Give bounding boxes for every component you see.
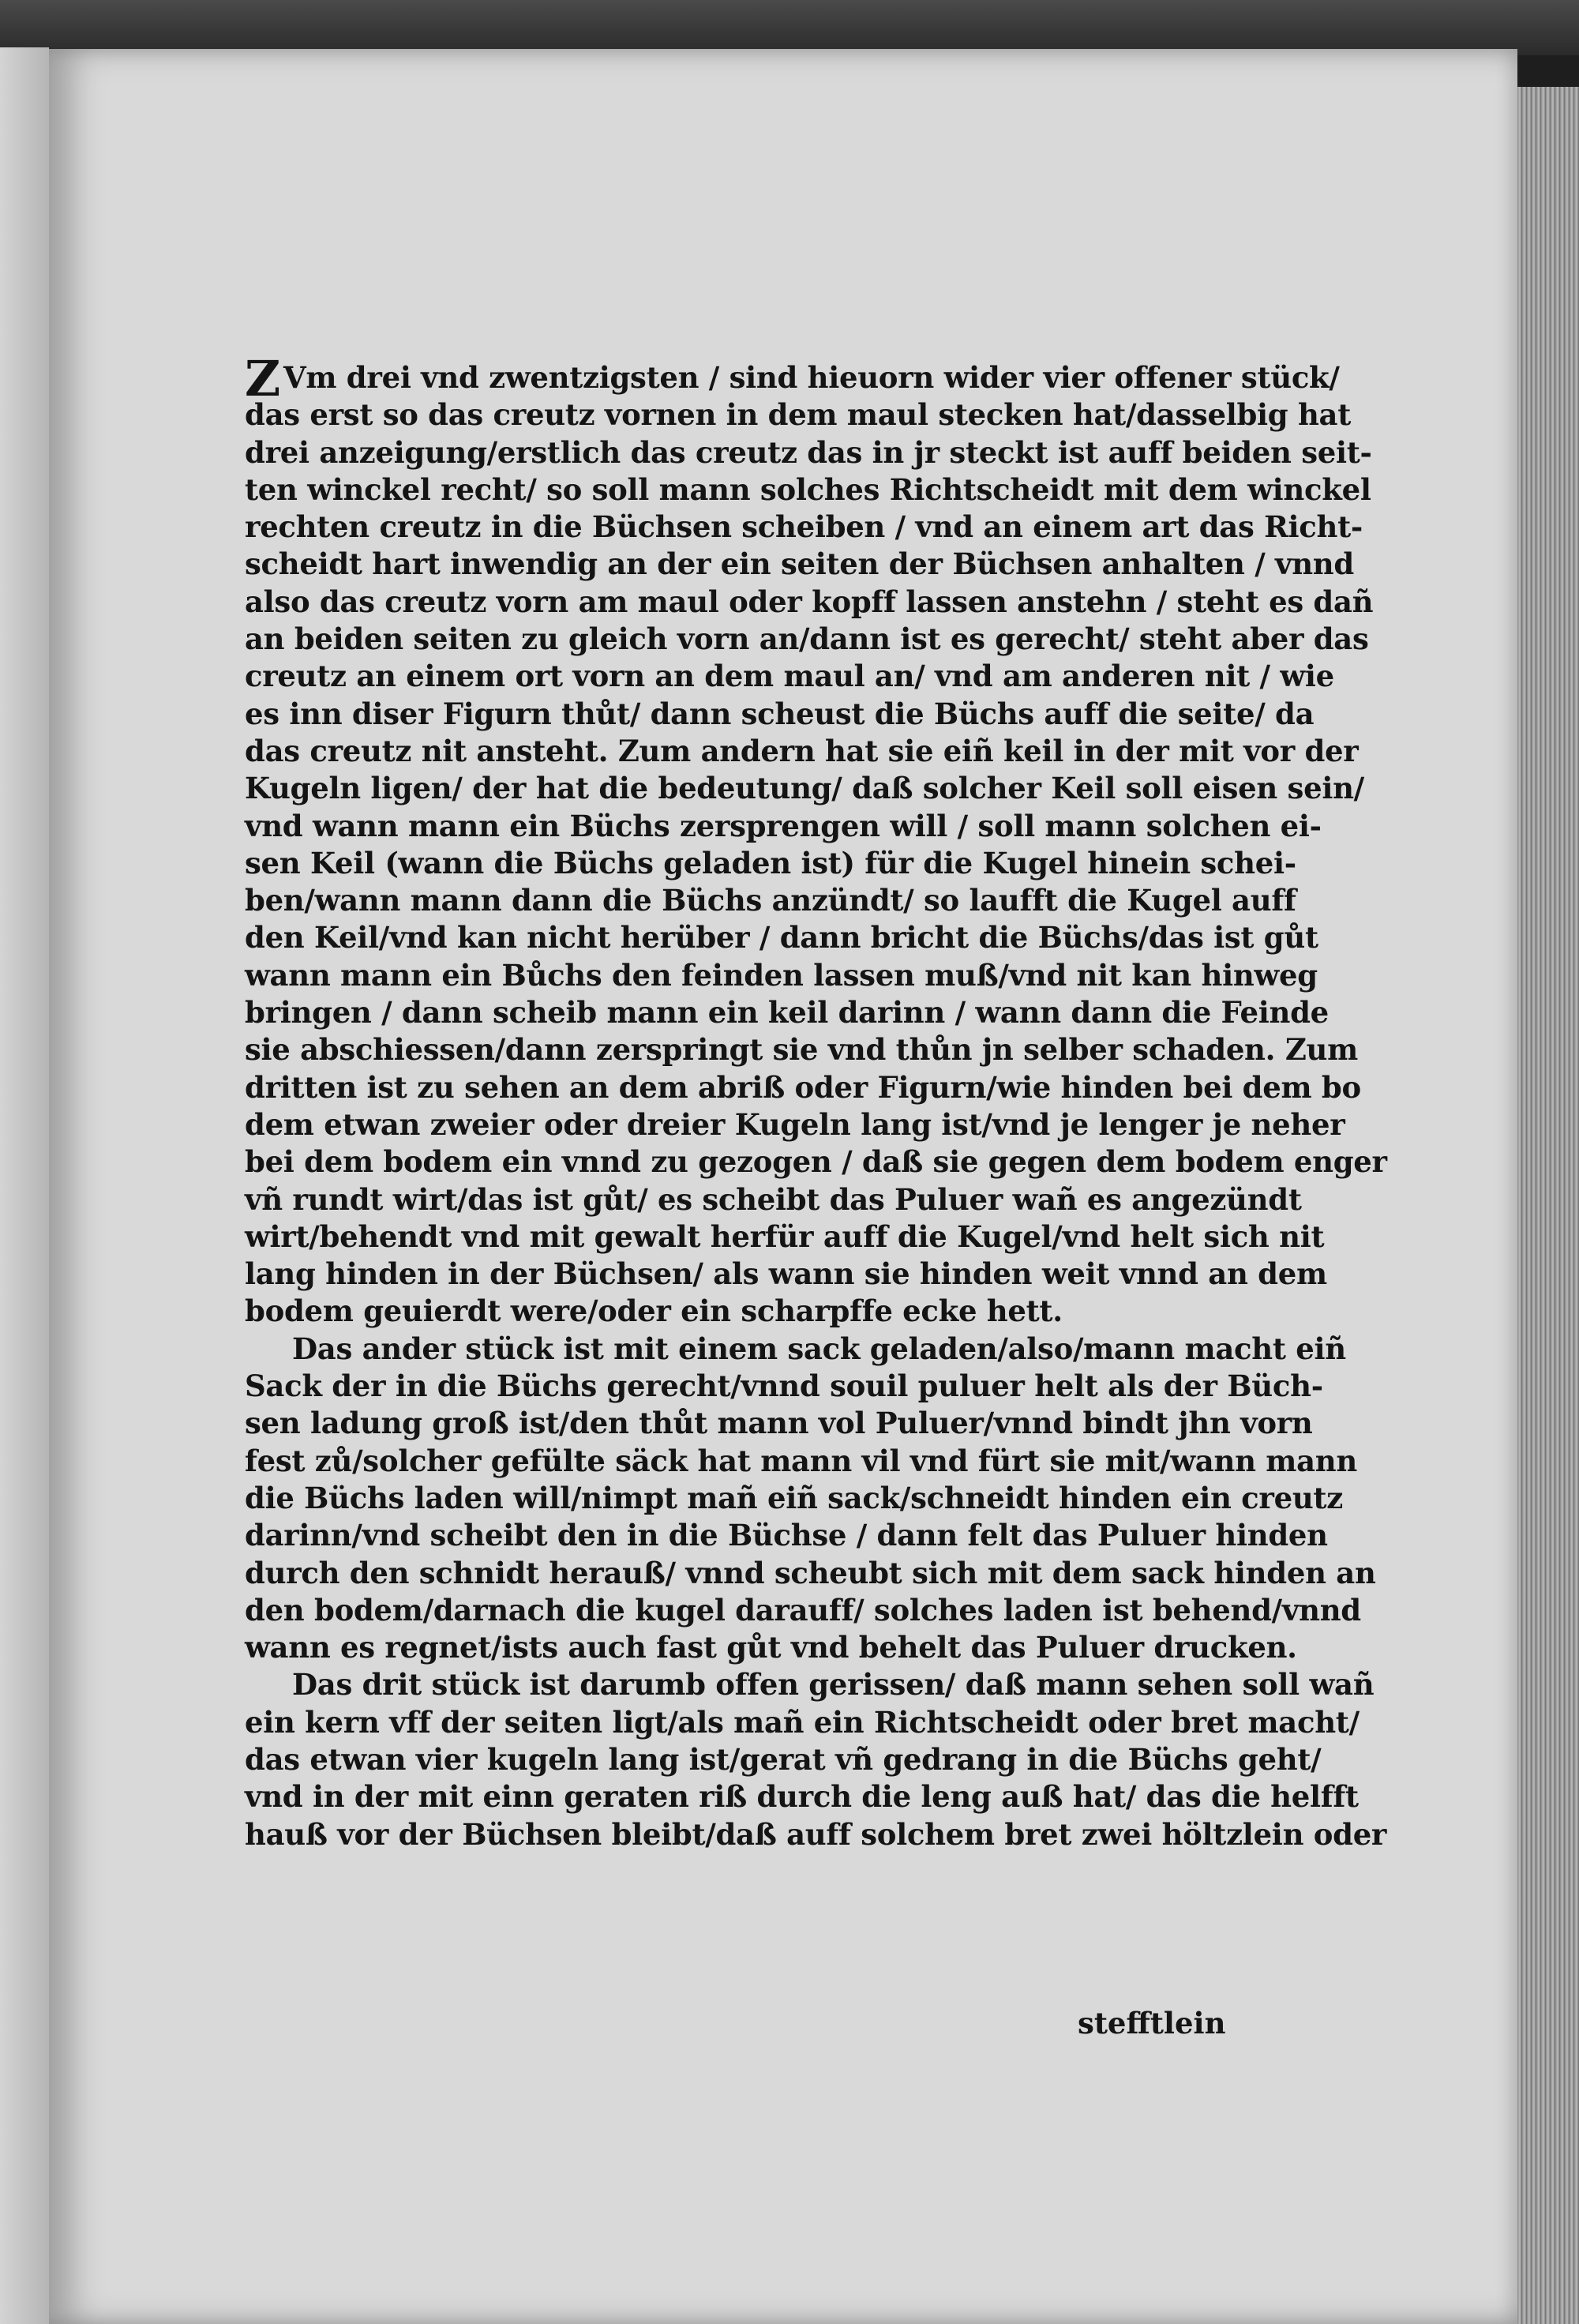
catchword: stefftlein (1078, 2006, 1226, 2041)
text-line: Das ander stück ist mit einem sack geladen/also/mann macht eiñ (292, 1331, 1346, 1366)
text-line: vñ rundt wirt/das ist gůt/ es scheibt das Puluer wañ es angezündt (245, 1181, 1302, 1217)
text-line: also das creutz vorn am maul oder kopff lassen anstehn / steht es dañ (245, 584, 1374, 619)
text-line: sen ladung groß ist/den thůt mann vol Puluer/vnnd bindt jhn vorn (245, 1406, 1313, 1441)
text-line: das etwan vier kugeln lang ist/gerat vñ gedrang in die Büchs geht/ (245, 1741, 1322, 1777)
book-top-edge (0, 0, 1579, 55)
page-stack-edge (1517, 87, 1579, 2324)
text-line: bodem geuierdt were/oder ein scharpffe ecke hett. (245, 1293, 1063, 1329)
text-line: scheidt hart inwendig an der ein seiten der Büchsen anhalten / vnnd (245, 546, 1354, 582)
paragraph-2 (245, 1331, 1376, 1667)
text-line: bringen / dann scheib mann ein keil darinn / wann dann die Feinde (245, 995, 1329, 1031)
body-text (245, 350, 1387, 1853)
text-line: es inn diser Figurn thůt/ dann scheust die Büchs auff die seite/ da (245, 696, 1315, 731)
text-line: Sack der in die Büchs gerecht/vnnd souil puluer helt als der Büch- (245, 1368, 1323, 1404)
text-line: das creutz nit ansteht. Zum andern hat sie eiñ keil in der mit vor der (245, 733, 1359, 768)
text-line: dem etwan zweier oder dreier Kugeln lang ist/vnd je lenger je neher (245, 1106, 1345, 1142)
text-line: vnd in der mit einn geraten riß durch die leng auß hat/ das die helfft (245, 1779, 1359, 1815)
text-line: das erst so das creutz vornen in dem maul stecken hat/dasselbig hat (245, 397, 1352, 433)
text-line: hauß vor der Büchsen bleibt/daß auff solchem bret zwei höltzlein oder (245, 1816, 1387, 1852)
drop-cap: Z (245, 350, 280, 407)
text-line: wann es regnet/ists auch fast gůt vnd behelt das Puluer drucken. (245, 1630, 1297, 1665)
text-line: Das drit stück ist darumb offen gerissen/ daß mann sehen soll wañ (292, 1667, 1375, 1703)
paragraph-3 (245, 1666, 1387, 1853)
text-line: den bodem/darnach die kugel darauff/ solches laden ist behend/vnnd (245, 1592, 1361, 1628)
text-line: fest zů/solcher gefülte säck hat mann vil vnd fürt sie mit/wann mann (245, 1443, 1357, 1478)
text-line: den Keil/vnd kan nicht herüber / dann bricht die Büchs/das ist gůt (245, 920, 1318, 956)
text-line: sie abschiessen/dann zerspringt sie vnd thůn jn selber schaden. Zum (245, 1032, 1358, 1068)
text-line: sen Keil (wann die Büchs geladen ist) für die Kugel hinein schei- (245, 845, 1296, 880)
text-line: Z Vm drei vnd zwentzigsten / sind hieuorn wider vier offener stück/ (245, 350, 1340, 407)
text-line: ten winckel recht/ so soll mann solches Richtscheidt mit dem winckel (245, 471, 1371, 507)
text-line: dritten ist zu sehen an dem abriß oder Figurn/wie hinden bei dem bo (245, 1069, 1361, 1105)
text-line: wirt/behendt vnd mit gewalt herfür auff die Kugel/vnd helt sich nit (245, 1218, 1325, 1254)
text-line: bei dem bodem ein vnnd zu gezogen / daß sie gegen dem bodem enger (245, 1144, 1387, 1180)
text-line: durch den schnidt herauß/ vnnd scheubt sich mit dem sack hinden an (245, 1555, 1376, 1590)
facing-page-edge (0, 47, 49, 2324)
text-line: darinn/vnd scheibt den in die Büchse / dann felt das Puluer hinden (245, 1518, 1328, 1553)
paragraph-1 (245, 350, 1387, 1331)
text-line: an beiden seiten zu gleich vorn an/dann ist es gerecht/ steht aber das (245, 621, 1369, 657)
text-line: die Büchs laden will/nimpt mañ eiñ sack/schneidt hinden ein creutz (245, 1480, 1343, 1515)
text-line: rechten creutz in die Büchsen scheiben / vnd an einem art das Richt- (245, 509, 1363, 545)
text-line: vnd wann mann ein Büchs zersprengen will / soll mann solchen ei- (245, 808, 1322, 843)
text-line: ben/wann mann dann die Büchs anzündt/ so laufft die Kugel auff (245, 883, 1296, 918)
text-line: Kugeln ligen/ der hat die bedeutung/ daß solcher Keil soll eisen sein/ (245, 771, 1364, 806)
text-line: ein kern vff der seiten ligt/als mañ ein Richtscheidt oder bret macht/ (245, 1704, 1360, 1740)
text-line: creutz an einem ort vorn an dem maul an/ vnd am anderen nit / wie (245, 659, 1334, 694)
text-line: wann mann ein Bůchs den feinden lassen muß/vnd nit kan hinweg (245, 957, 1318, 993)
text-line: lang hinden in der Büchsen/ als wann sie hinden weit vnnd an dem (245, 1256, 1327, 1292)
text-line: drei anzeigung/erstlich das creutz das in jr steckt ist auff beiden seit- (245, 434, 1372, 470)
